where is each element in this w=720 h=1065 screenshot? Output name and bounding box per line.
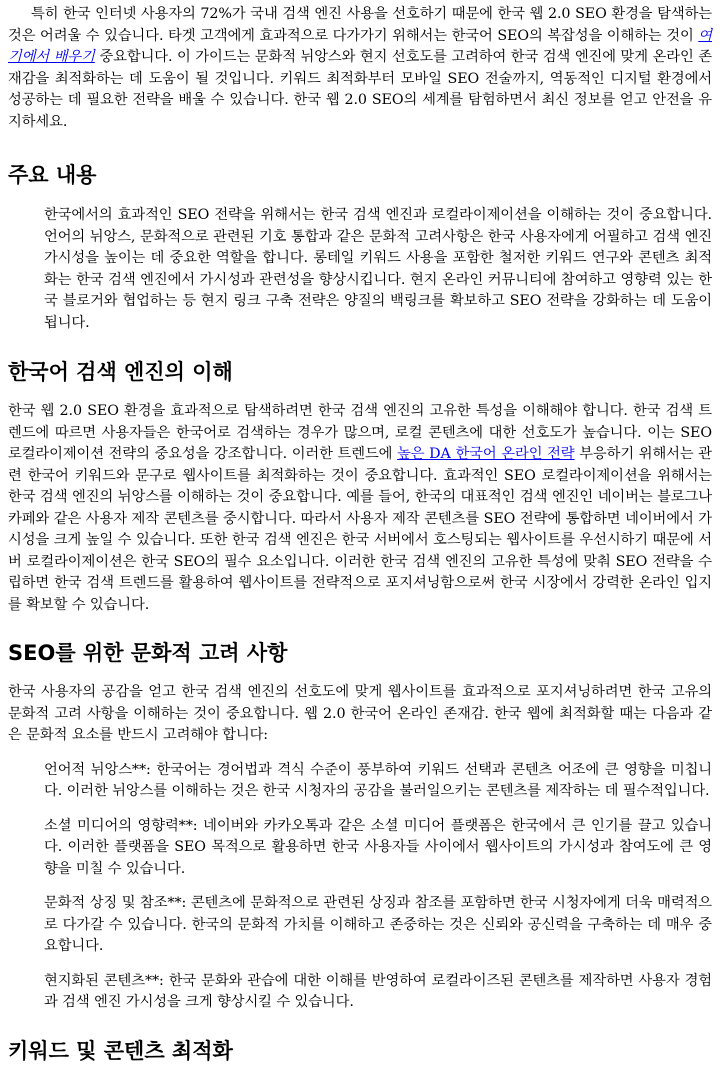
understand-text-before: 한국 웹 2.0 SEO 환경을 효과적으로 탐색하려면 한국 검색 엔진의 고유한 특성을 이해해야 합니다. 한국 검색 트렌드에 따르면 사용자들은 한국어로 검색하는 경우가 많으며, 로컬 콘텐츠에 대한 선호도가 높습니다. 이는 SEO 로컬라이제이션 전략의 중요성을 강조합니다. 이러한 트렌드에: [8, 403, 712, 462]
section-heading-understand: 한국어 검색 엔진의 이해: [8, 360, 233, 384]
intro-paragraph: [8, 4, 712, 133]
section-heading-culture: SEO를 위한 문화적 고려 사항: [8, 641, 288, 665]
learn-here-link[interactable]: 여기에서 배우기: [8, 27, 712, 65]
section-heading-keyword: 키워드 및 콘텐츠 최적화: [8, 1038, 233, 1063]
intro-text-after: 중요합니다. 이 가이드는 문화적 뉘앙스와 현지 선호도를 고려하여 한국 검색 엔진에 맞게 온라인 존재감을 최적화하는 데 도움이 될 것입니다. 키워드 최적화부터 모바일 SEO 전술까지, 역동적인 디지털 환경에서 성공하는 데 필요한 전략을 배울 수 있습니다. 한국 웹 2.0 SEO의 세계를 탐험하면서 최신 정보를 얻고 안전을 유지하세요.: [8, 49, 712, 130]
culture-item-language: 언어적 뉘앙스**: 한국어는 경어법과 격식 수준이 풍부하여 키워드 선택과 콘텐츠 어조에 큰 영향을 미칩니다. 이러한 뉘앙스를 이해하는 것은 한국 시청자의 공감을 불러일으키는 콘텐츠를 제작하는 데 필수적입니다.: [44, 761, 712, 799]
culture-item-localized: 현지화된 콘텐츠**: 한국 문화와 관습에 대한 이해를 반영하여 로컬라이즈된 콘텐츠를 제작하면 사용자 경험과 검색 엔진 가시성을 크게 향상시킬 수 있습니다.: [44, 972, 712, 1010]
understand-text-after: 부응하기 위해서는 관련 한국어 키워드와 문구로 웹사이트를 최적화하는 것이 중요합니다. 효과적인 SEO 로컬라이제이션을 위해서는 한국 검색 엔진의 뉘앙스를 이해하는 것이 중요합니다. 예를 들어, 한국의 대표적인 검색 엔진인 네이버는 블로그나 카페와 같은 사용자 제작 콘텐츠를 중시합니다. 따라서 사용자 제작 콘텐츠를 SEO 전략에 통합하면 네이버에서 가시성을 크게 높일 수 있습니다. 또한 한국 검색 엔진은 한국 서버에서 호스팅되는 웹사이트를 우선시하기 때문에 서버 로컬라이제이션은 한국 SEO의 필수 요소입니다. 이러한 한국 검색 엔진의 고유한 특성에 맞춰 SEO 전략을 수립하면 한국 검색 트렌드를 활용하여 웹사이트를 전략적으로 포지셔닝함으로써 한국 시장에서 강력한 온라인 입지를 확보할 수 있습니다.: [8, 446, 712, 613]
culture-item-social-media: 소셜 미디어의 영향력**: 네이버와 카카오톡과 같은 소셜 미디어 플랫폼은 한국에서 큰 인기를 끌고 있습니다. 이러한 플랫폼을 SEO 목적으로 활용하면 한국 사용자들 사이에서 웹사이트의 가시성과 참여도에 큰 영향을 미칠 수 있습니다.: [44, 817, 712, 877]
high-da-strategy-link[interactable]: 높은 DA 한국어 온라인 전략: [397, 446, 575, 462]
culture-paragraph: 한국 사용자의 공감을 얻고 한국 검색 엔진의 선호도에 맞게 웹사이트를 효과적으로 포지셔닝하려면 한국 고유의 문화적 고려 사항을 이해하는 것이 중요합니다. 웹 2.0 한국어 온라인 존재감. 한국 웹에 최적화할 때는 다음과 같은 문화적 요소를 반드시 고려해야 합니다:: [8, 684, 712, 743]
main-paragraph: 한국에서의 효과적인 SEO 전략을 위해서는 한국 검색 엔진과 로컬라이제이션을 이해하는 것이 중요합니다. 언어의 뉘앙스, 문화적으로 관련된 기호 통합과 같은 문화적 고려사항은 한국 사용자에게 어필하고 검색 엔진 가시성을 높이는 데 중요한 역할을 합니다. 롱테일 키워드 사용을 포함한 철저한 키워드 연구와 콘텐츠 최적화는 한국 검색 엔진에서 가시성과 관련성을 향상시킵니다. 현지 온라인 커뮤니티에 참여하고 영향력 있는 한국 블로거와 협업하는 등 현지 링크 구축 전략은 양질의 백링크를 확보하고 SEO 전략을 강화하는 데 도움이 됩니다.: [44, 207, 712, 331]
understand-paragraph: [8, 401, 712, 616]
intro-text-before: 특히 한국 인터넷 사용자의 72%가 국내 검색 엔진 사용을 선호하기 때문에 한국 웹 2.0 SEO 환경을 탐색하는 것은 어려울 수 있습니다. 타겟 고객에게 효과적으로 다가가기 위해서는 한국어 SEO의 복잡성을 이해하는 것이: [8, 6, 712, 44]
culture-item-symbols: 문화적 상징 및 참조**: 콘텐츠에 문화적으로 관련된 상징과 참조를 포함하면 한국 시청자에게 더욱 매력적으로 다가갈 수 있습니다. 한국의 문화적 가치를 이해하고 존중하는 것은 신뢰와 공신력을 구축하는 데 매우 중요합니다.: [44, 895, 712, 954]
section-heading-main: 주요 내용: [8, 163, 97, 187]
